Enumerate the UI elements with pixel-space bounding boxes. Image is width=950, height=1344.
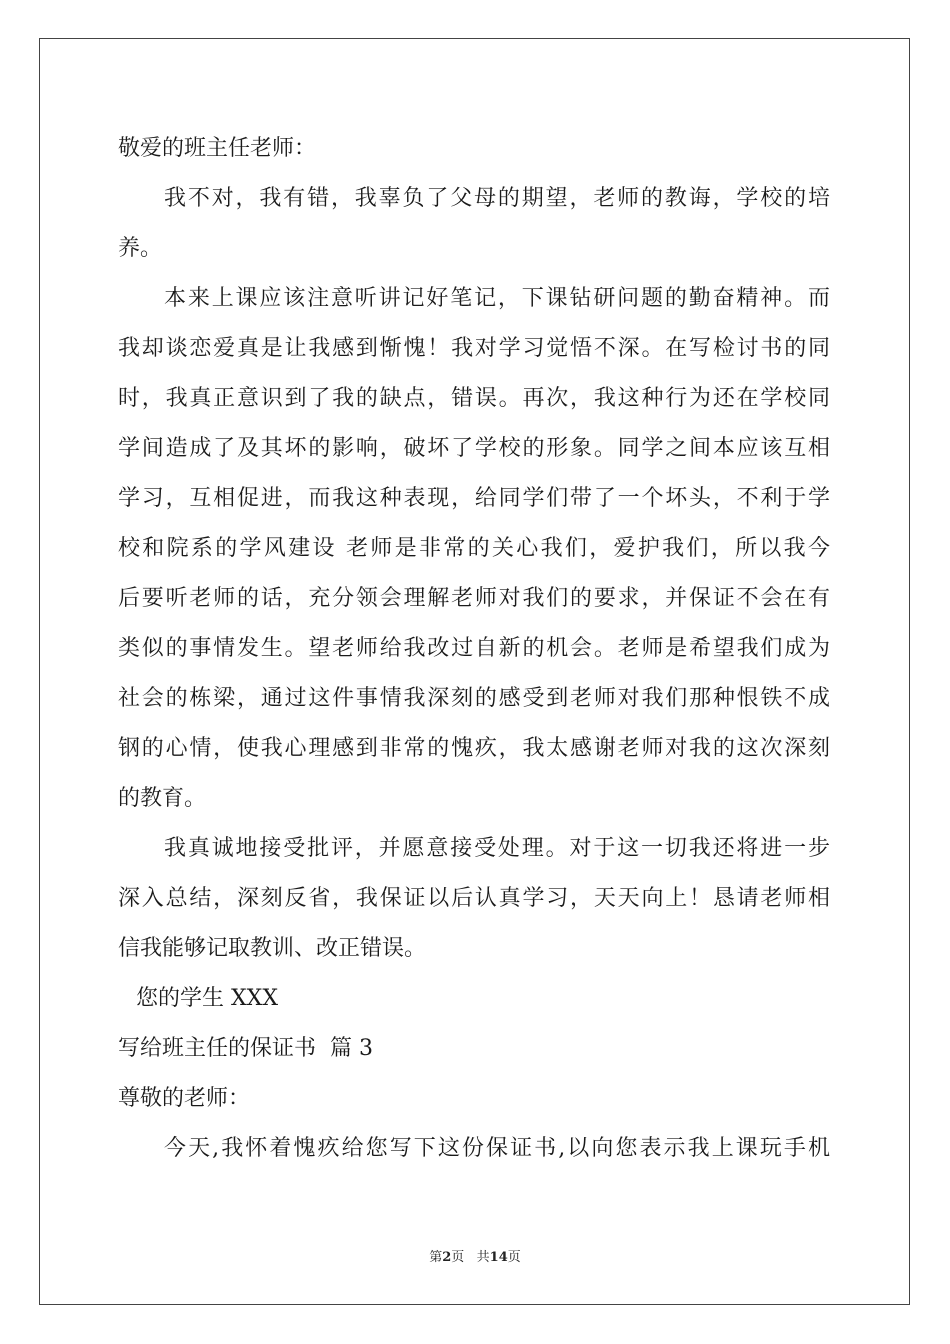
footer-suffix: 页: [507, 1250, 521, 1265]
paragraph-line: 的教育。: [118, 786, 207, 811]
paragraph-line: 学间造成了及其坏的影响，破坏了学校的形象。同学之间本应该互相: [118, 436, 830, 461]
paragraph-line: 钢的心情，使我心理感到非常的愧疚，我太感谢老师对我的这次深刻: [118, 736, 830, 761]
section-title: 写给班主任的保证书 篇 3: [118, 1036, 373, 1061]
paragraph-line: 本来上课应该注意听讲记好笔记，下课钻研问题的勤奋精神。而: [164, 286, 830, 311]
paragraph-line: 学习，互相促进，而我这种表现，给同学们带了一个坏头，不利于学: [118, 486, 830, 511]
paragraph-line: 社会的栋梁，通过这件事情我深刻的感受到老师对我们那种恨铁不成: [118, 686, 830, 711]
paragraph-line: 类似的事情发生。望老师给我改过自新的机会。老师是希望我们成为: [118, 636, 830, 661]
paragraph-line: 我不对，我有错，我辜负了父母的期望，老师的教诲，学校的培: [164, 186, 830, 211]
page-border: [39, 38, 910, 1305]
paragraph-line: 我却谈恋爱真是让我感到惭愧！我对学习觉悟不深。在写检讨书的同: [118, 336, 830, 361]
paragraph-line: 校和院系的学风建设 老师是非常的关心我们，爱护我们，所以我今: [118, 536, 830, 561]
greeting: 尊敬的老师：: [118, 1086, 251, 1111]
paragraph-line: 信我能够记取教训、改正错误。: [118, 936, 427, 961]
paragraph-line: 深入总结，深刻反省，我保证以后认真学习，天天向上！恳请老师相: [118, 886, 830, 911]
footer-mid: 页 共: [451, 1250, 490, 1265]
paragraph-line: 我真诚地接受批评，并愿意接受处理。对于这一切我还将进一步: [164, 836, 830, 861]
page-footer: [0, 1246, 950, 1265]
paragraph-line: 时，我真正意识到了我的缺点，错误。再次，我这种行为还在学校同: [118, 386, 830, 411]
greeting: 敬爱的班主任老师：: [118, 136, 317, 161]
signature: 您的学生 XXX: [136, 986, 278, 1011]
page-total: 14: [489, 1250, 508, 1265]
page-number: 2: [442, 1250, 452, 1265]
paragraph-line: 养。: [118, 236, 163, 261]
paragraph-line: 今天,我怀着愧疚给您写下这份保证书,以向您表示我上课玩手机: [164, 1136, 830, 1161]
paragraph-line: 后要听老师的话，充分领会理解老师对我们的要求，并保证不会在有: [118, 586, 830, 611]
footer-prefix: 第: [429, 1250, 443, 1265]
